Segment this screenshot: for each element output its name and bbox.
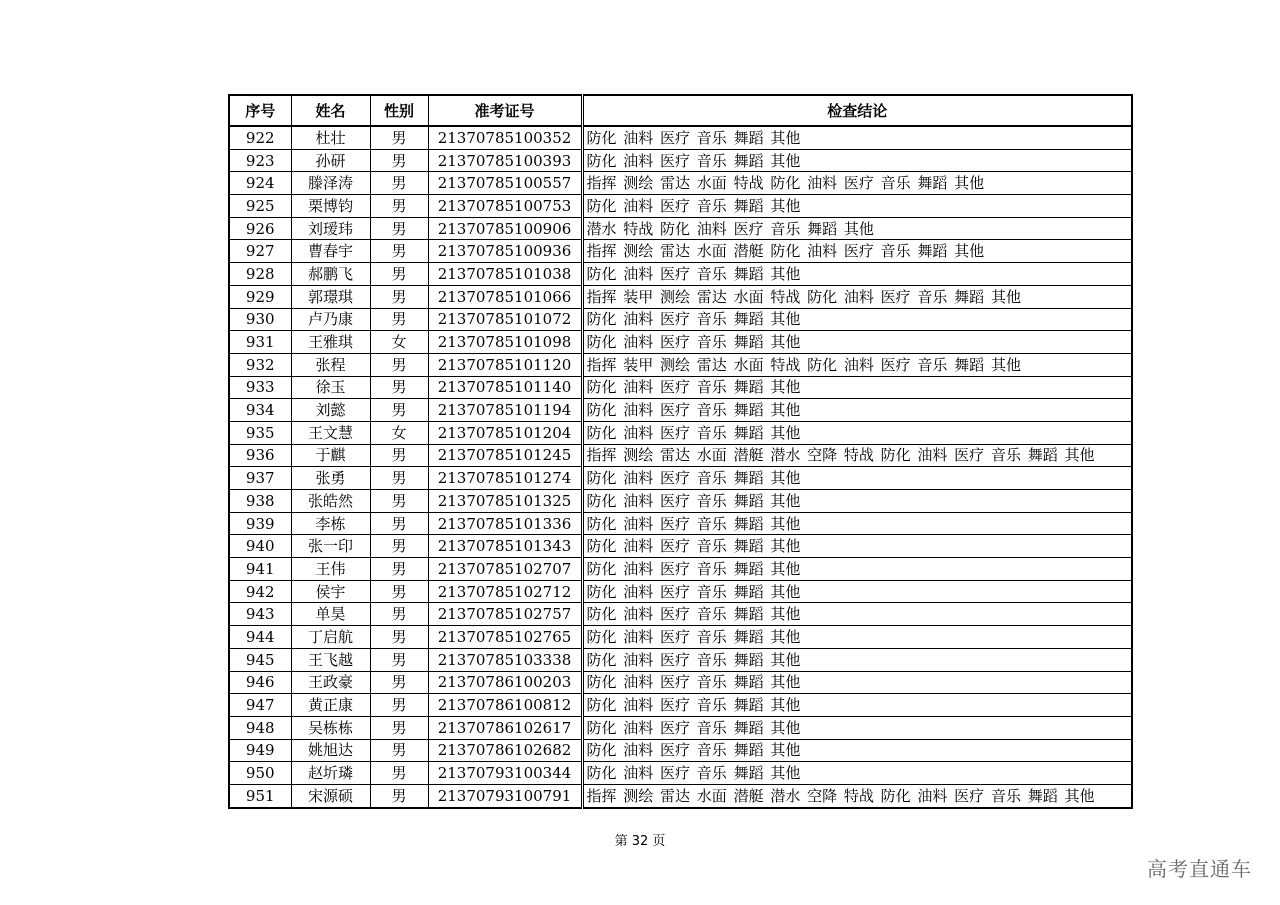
cell-exam-id: 21370785100352	[428, 126, 582, 149]
cell-gender: 男	[370, 716, 428, 739]
table-row	[229, 126, 1132, 149]
cell-index: 929	[229, 285, 291, 308]
cell-name: 于麒	[291, 444, 370, 467]
cell-exam-id: 21370785100906	[428, 217, 582, 240]
table-row	[229, 399, 1132, 422]
cell-index: 932	[229, 353, 291, 376]
table-row	[229, 172, 1132, 195]
cell-gender: 男	[370, 762, 428, 785]
table-row	[229, 308, 1132, 331]
table-row	[229, 149, 1132, 172]
cell-conclusion: 防化 油料 医疗 音乐 舞蹈 其他	[582, 580, 1132, 603]
cell-index: 943	[229, 603, 291, 626]
cell-name: 黄正康	[291, 694, 370, 717]
cell-exam-id: 21370785103338	[428, 648, 582, 671]
table-row	[229, 784, 1132, 807]
cell-conclusion: 防化 油料 医疗 音乐 舞蹈 其他	[582, 490, 1132, 513]
cell-exam-id: 21370786102617	[428, 716, 582, 739]
table-row	[229, 467, 1132, 490]
cell-conclusion: 防化 油料 医疗 音乐 舞蹈 其他	[582, 648, 1132, 671]
cell-name: 栗博钧	[291, 195, 370, 218]
cell-exam-id: 21370785102765	[428, 626, 582, 649]
cell-index: 922	[229, 126, 291, 149]
table-row	[229, 512, 1132, 535]
cell-name: 杜壮	[291, 126, 370, 149]
cell-gender: 男	[370, 240, 428, 263]
cell-gender: 男	[370, 648, 428, 671]
cell-name: 张一印	[291, 535, 370, 558]
cell-gender: 男	[370, 195, 428, 218]
cell-index: 926	[229, 217, 291, 240]
cell-conclusion: 指挥 测绘 雷达 水面 潜艇 防化 油料 医疗 音乐 舞蹈 其他	[582, 240, 1132, 263]
cell-gender: 女	[370, 421, 428, 444]
cell-conclusion: 防化 油料 医疗 音乐 舞蹈 其他	[582, 195, 1132, 218]
cell-gender: 男	[370, 217, 428, 240]
cell-gender: 男	[370, 149, 428, 172]
table-row	[229, 716, 1132, 739]
cell-gender: 男	[370, 172, 428, 195]
cell-index: 944	[229, 626, 291, 649]
table-row	[229, 263, 1132, 286]
cell-name: 王雅琪	[291, 331, 370, 354]
cell-conclusion: 防化 油料 医疗 音乐 舞蹈 其他	[582, 149, 1132, 172]
cell-exam-id: 21370785101098	[428, 331, 582, 354]
header-index: 序号	[229, 95, 291, 126]
cell-exam-id: 21370785101140	[428, 376, 582, 399]
cell-conclusion: 防化 油料 医疗 音乐 舞蹈 其他	[582, 558, 1132, 581]
cell-name: 宋源硕	[291, 784, 370, 807]
header-conclusion: 检查结论	[582, 95, 1132, 126]
table-row	[229, 762, 1132, 785]
table-row	[229, 626, 1132, 649]
cell-name: 李栋	[291, 512, 370, 535]
cell-conclusion: 防化 油料 医疗 音乐 舞蹈 其他	[582, 399, 1132, 422]
cell-name: 侯宇	[291, 580, 370, 603]
cell-gender: 男	[370, 444, 428, 467]
cell-gender: 男	[370, 467, 428, 490]
cell-conclusion: 防化 油料 医疗 音乐 舞蹈 其他	[582, 671, 1132, 694]
table-row	[229, 376, 1132, 399]
cell-conclusion: 防化 油料 医疗 音乐 舞蹈 其他	[582, 263, 1132, 286]
cell-name: 张皓然	[291, 490, 370, 513]
table-row	[229, 580, 1132, 603]
cell-exam-id: 21370785100557	[428, 172, 582, 195]
table-row	[229, 285, 1132, 308]
cell-index: 933	[229, 376, 291, 399]
cell-name: 刘瑷玮	[291, 217, 370, 240]
cell-name: 姚旭达	[291, 739, 370, 762]
cell-conclusion: 防化 油料 医疗 音乐 舞蹈 其他	[582, 421, 1132, 444]
cell-conclusion: 防化 油料 医疗 音乐 舞蹈 其他	[582, 308, 1132, 331]
cell-exam-id: 21370785101343	[428, 535, 582, 558]
cell-index: 951	[229, 784, 291, 807]
cell-exam-id: 21370793100344	[428, 762, 582, 785]
cell-index: 924	[229, 172, 291, 195]
cell-index: 950	[229, 762, 291, 785]
table-row	[229, 603, 1132, 626]
header-exam-id: 准考证号	[428, 95, 582, 126]
table-row	[229, 217, 1132, 240]
cell-exam-id: 21370785101120	[428, 353, 582, 376]
table-row	[229, 671, 1132, 694]
cell-exam-id: 21370785101274	[428, 467, 582, 490]
cell-index: 942	[229, 580, 291, 603]
cell-gender: 男	[370, 694, 428, 717]
cell-index: 923	[229, 149, 291, 172]
cell-name: 丁启航	[291, 626, 370, 649]
table-header-row	[229, 95, 1132, 126]
cell-gender: 男	[370, 739, 428, 762]
cell-exam-id: 21370785100753	[428, 195, 582, 218]
cell-conclusion: 防化 油料 医疗 音乐 舞蹈 其他	[582, 716, 1132, 739]
cell-gender: 男	[370, 580, 428, 603]
cell-exam-id: 21370785101072	[428, 308, 582, 331]
cell-conclusion: 指挥 测绘 雷达 水面 潜艇 潜水 空降 特战 防化 油料 医疗 音乐 舞蹈 其他	[582, 784, 1132, 807]
cell-index: 925	[229, 195, 291, 218]
cell-name: 吴栋栋	[291, 716, 370, 739]
cell-name: 张勇	[291, 467, 370, 490]
cell-index: 927	[229, 240, 291, 263]
cell-exam-id: 21370786102682	[428, 739, 582, 762]
cell-exam-id: 21370785102712	[428, 580, 582, 603]
cell-gender: 男	[370, 308, 428, 331]
table-row	[229, 444, 1132, 467]
cell-index: 930	[229, 308, 291, 331]
cell-name: 卢乃康	[291, 308, 370, 331]
cell-conclusion: 防化 油料 医疗 音乐 舞蹈 其他	[582, 512, 1132, 535]
table-row	[229, 694, 1132, 717]
table-row	[229, 558, 1132, 581]
watermark: 高考直通车	[1147, 857, 1252, 881]
cell-exam-id: 21370785101336	[428, 512, 582, 535]
cell-index: 935	[229, 421, 291, 444]
cell-name: 单昊	[291, 603, 370, 626]
table-row	[229, 535, 1132, 558]
cell-gender: 男	[370, 353, 428, 376]
cell-gender: 男	[370, 535, 428, 558]
cell-exam-id: 21370785101245	[428, 444, 582, 467]
page-number: 第 32 页	[614, 834, 666, 849]
cell-index: 940	[229, 535, 291, 558]
cell-name: 郭璟琪	[291, 285, 370, 308]
header-gender: 性别	[370, 95, 428, 126]
cell-conclusion: 指挥 测绘 雷达 水面 潜艇 潜水 空降 特战 防化 油料 医疗 音乐 舞蹈 其他	[582, 444, 1132, 467]
cell-name: 张程	[291, 353, 370, 376]
cell-name: 刘懿	[291, 399, 370, 422]
cell-index: 948	[229, 716, 291, 739]
table-row	[229, 421, 1132, 444]
table-row	[229, 353, 1132, 376]
cell-exam-id: 21370785101038	[428, 263, 582, 286]
cell-conclusion: 防化 油料 医疗 音乐 舞蹈 其他	[582, 376, 1132, 399]
table-row	[229, 648, 1132, 671]
cell-exam-id: 21370785101204	[428, 421, 582, 444]
cell-conclusion: 防化 油料 医疗 音乐 舞蹈 其他	[582, 603, 1132, 626]
cell-gender: 男	[370, 376, 428, 399]
table-row	[229, 240, 1132, 263]
cell-name: 王政豪	[291, 671, 370, 694]
table-row	[229, 195, 1132, 218]
cell-name: 赵圻璘	[291, 762, 370, 785]
cell-index: 931	[229, 331, 291, 354]
cell-gender: 男	[370, 671, 428, 694]
cell-exam-id: 21370785100393	[428, 149, 582, 172]
cell-index: 938	[229, 490, 291, 513]
table-row	[229, 739, 1132, 762]
cell-conclusion: 防化 油料 医疗 音乐 舞蹈 其他	[582, 126, 1132, 149]
cell-index: 941	[229, 558, 291, 581]
cell-index: 949	[229, 739, 291, 762]
cell-gender: 男	[370, 558, 428, 581]
cell-gender: 男	[370, 512, 428, 535]
cell-conclusion: 指挥 测绘 雷达 水面 特战 防化 油料 医疗 音乐 舞蹈 其他	[582, 172, 1132, 195]
cell-conclusion: 防化 油料 医疗 音乐 舞蹈 其他	[582, 535, 1132, 558]
cell-conclusion: 防化 油料 医疗 音乐 舞蹈 其他	[582, 467, 1132, 490]
cell-exam-id: 21370785102707	[428, 558, 582, 581]
cell-gender: 男	[370, 784, 428, 807]
cell-name: 滕泽涛	[291, 172, 370, 195]
cell-index: 928	[229, 263, 291, 286]
cell-name: 王伟	[291, 558, 370, 581]
cell-index: 939	[229, 512, 291, 535]
cell-gender: 男	[370, 603, 428, 626]
table-row	[229, 331, 1132, 354]
cell-index: 936	[229, 444, 291, 467]
cell-index: 946	[229, 671, 291, 694]
cell-name: 徐玉	[291, 376, 370, 399]
cell-gender: 男	[370, 126, 428, 149]
cell-exam-id: 21370786100203	[428, 671, 582, 694]
cell-conclusion: 指挥 装甲 测绘 雷达 水面 特战 防化 油料 医疗 音乐 舞蹈 其他	[582, 353, 1132, 376]
cell-name: 孙研	[291, 149, 370, 172]
cell-gender: 男	[370, 399, 428, 422]
cell-gender: 男	[370, 285, 428, 308]
cell-conclusion: 防化 油料 医疗 音乐 舞蹈 其他	[582, 762, 1132, 785]
cell-exam-id: 21370785101194	[428, 399, 582, 422]
cell-gender: 男	[370, 490, 428, 513]
cell-exam-id: 21370785101066	[428, 285, 582, 308]
cell-exam-id: 21370785101325	[428, 490, 582, 513]
cell-name: 曹春宇	[291, 240, 370, 263]
cell-exam-id: 21370786100812	[428, 694, 582, 717]
cell-conclusion: 防化 油料 医疗 音乐 舞蹈 其他	[582, 626, 1132, 649]
cell-gender: 女	[370, 331, 428, 354]
results-table	[228, 94, 1133, 809]
cell-exam-id: 21370785100936	[428, 240, 582, 263]
cell-name: 王文慧	[291, 421, 370, 444]
cell-index: 937	[229, 467, 291, 490]
cell-index: 934	[229, 399, 291, 422]
header-name: 姓名	[291, 95, 370, 126]
cell-name: 王飞越	[291, 648, 370, 671]
cell-gender: 男	[370, 626, 428, 649]
cell-exam-id: 21370785102757	[428, 603, 582, 626]
cell-conclusion: 潜水 特战 防化 油料 医疗 音乐 舞蹈 其他	[582, 217, 1132, 240]
cell-index: 947	[229, 694, 291, 717]
cell-conclusion: 防化 油料 医疗 音乐 舞蹈 其他	[582, 694, 1132, 717]
cell-exam-id: 21370793100791	[428, 784, 582, 807]
cell-conclusion: 防化 油料 医疗 音乐 舞蹈 其他	[582, 739, 1132, 762]
cell-conclusion: 指挥 装甲 测绘 雷达 水面 特战 防化 油料 医疗 音乐 舞蹈 其他	[582, 285, 1132, 308]
table-row	[229, 490, 1132, 513]
cell-name: 郝鹏飞	[291, 263, 370, 286]
cell-conclusion: 防化 油料 医疗 音乐 舞蹈 其他	[582, 331, 1132, 354]
cell-index: 945	[229, 648, 291, 671]
cell-gender: 男	[370, 263, 428, 286]
